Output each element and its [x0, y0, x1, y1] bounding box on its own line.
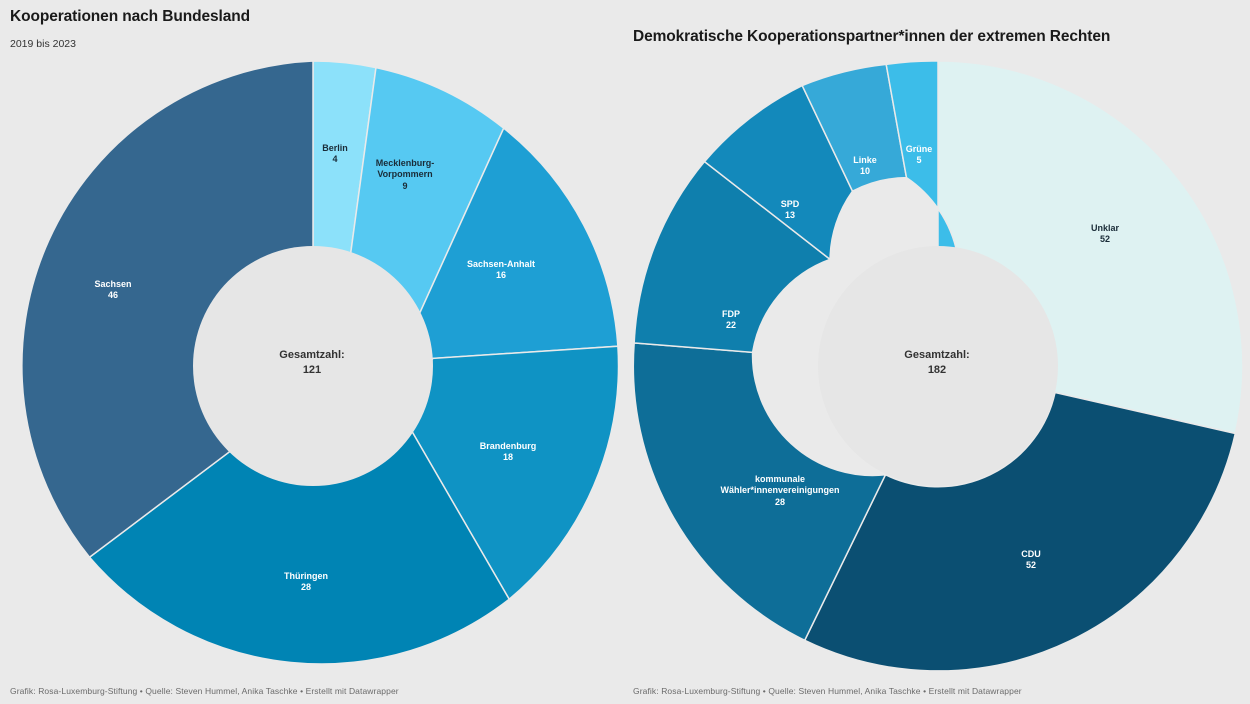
label-brandenburg-value: 18: [502, 452, 514, 462]
page-title-right: Demokratische Kooperationspartner*innen der extremen Rechten: [633, 28, 1111, 45]
label-cdu-name: CDU: [1021, 548, 1041, 559]
center-total-label-right: Gesamtzahl:: [904, 349, 970, 361]
label-fdp-value: 22: [725, 320, 736, 330]
label-spd-value: 13: [784, 210, 796, 220]
footer-credit-right: Grafik: Rosa-Luxemburg-Stiftung • Quelle: Steven Hummel, Anika Taschke • Erstellt mit Datawrapper: [633, 686, 1022, 696]
label-kw-line2: Wähler*innenvereinigungen: [720, 485, 840, 496]
label-spd-name: SPD: [780, 198, 800, 209]
chart-panel-right: [625, 0, 1250, 704]
center-total-value-left: 121: [302, 363, 322, 376]
label-thueringen-value: 28: [300, 582, 311, 592]
donut-svg-left: [3, 56, 623, 676]
footer-credit-left: Grafik: Rosa-Luxemburg-Stiftung • Quelle: Steven Hummel, Anika Taschke • Erstellt mit Datawrapper: [10, 686, 399, 696]
donut-chart-right: [628, 56, 1248, 676]
label-mv-line2: Vorpommern: [377, 169, 433, 180]
label-linke-name: Linke: [853, 154, 877, 165]
chart-subtitle: 2019 bis 2023: [10, 38, 76, 50]
label-sachsen-anhalt-name: Sachsen-Anhalt: [466, 258, 536, 269]
donut-hole-left: [193, 246, 433, 486]
label-mv-line1: Mecklenburg-: [375, 158, 435, 169]
label-cdu-value: 52: [1025, 560, 1036, 570]
label-kw-value: 28: [774, 496, 785, 507]
page-title: Kooperationen nach Bundesland: [10, 8, 250, 25]
label-berlin-value: 4: [332, 154, 338, 164]
label-unklar-value: 52: [1099, 234, 1111, 244]
label-fdp-name: FDP: [722, 308, 740, 319]
label-unklar-name: Unklar: [1090, 222, 1120, 233]
label-sachsen-anhalt-value: 16: [495, 270, 507, 280]
donut-chart-left: [3, 56, 623, 676]
label-gruene-name: Grüne: [905, 143, 933, 154]
center-total-value-right: 182: [927, 363, 947, 376]
label-gruene-value: 5: [916, 155, 922, 165]
label-sachsen-name: Sachsen: [94, 278, 132, 289]
label-mv-value: 9: [402, 180, 408, 191]
label-thueringen-name: Thüringen: [284, 570, 328, 581]
label-linke-value: 10: [859, 166, 871, 176]
donut-svg-right: [628, 56, 1248, 676]
center-total-label-left: Gesamtzahl:: [279, 349, 345, 361]
label-kw-line1: kommunale: [754, 474, 805, 485]
label-sachsen-value: 46: [107, 290, 118, 300]
label-brandenburg-name: Brandenburg: [479, 440, 537, 451]
donut-hole-right: [818, 246, 1058, 486]
label-berlin-name: Berlin: [322, 142, 348, 153]
